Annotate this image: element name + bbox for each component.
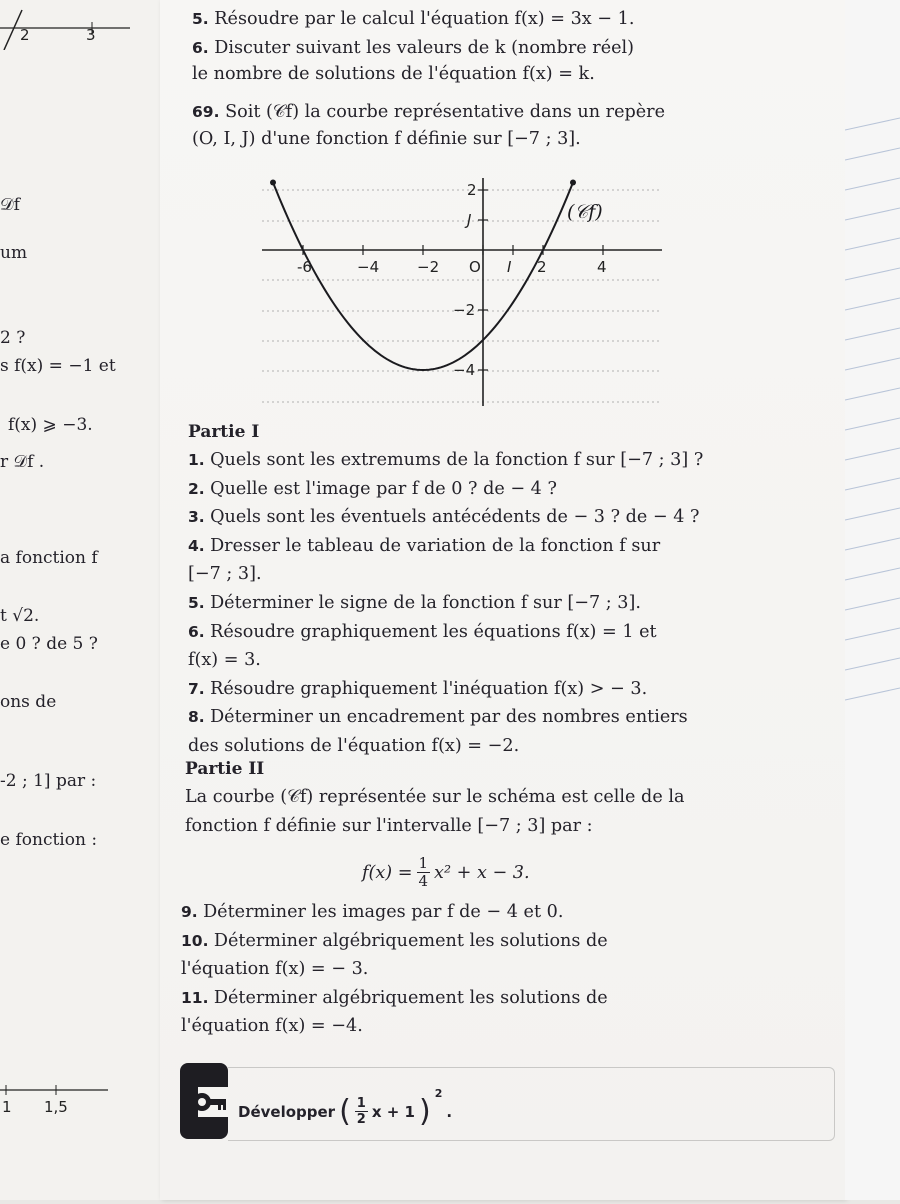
left-fragment: f(x) ⩾ −3. <box>8 415 93 435</box>
practice-rest: x + 1 <box>371 1102 415 1121</box>
question-text: l'équation f(x) = − 3. <box>181 959 369 980</box>
left-fragment: -2 ; 1] par : <box>0 771 97 791</box>
question-number: 5. <box>192 10 209 28</box>
question-number: 9. <box>181 903 204 921</box>
question-number: 5. <box>188 594 211 612</box>
question-text: Déterminer algébriquement les solutions de <box>213 987 608 1008</box>
key-icon <box>180 1063 228 1139</box>
y-tick-label: 2 <box>467 181 477 199</box>
partie-2-title: Partie II <box>185 759 265 779</box>
practice-label: Développer <box>238 1102 336 1121</box>
paren-open: ( <box>339 1093 351 1129</box>
question-text: Résoudre graphiquement les équations f(x) = 1 et <box>210 621 657 642</box>
left-fragment: e fonction : <box>0 830 98 850</box>
left-fragment: 2 ? <box>0 328 26 348</box>
intro-question <box>192 62 595 86</box>
left-page <box>0 0 160 1200</box>
practice-exponent: 2 <box>434 1087 443 1100</box>
function-graph <box>262 178 672 408</box>
curve-endpoint-left <box>270 180 276 186</box>
paren-close: ) <box>418 1093 431 1129</box>
left-fragment: um <box>0 243 28 263</box>
exercise-line: Soit (𝒞f) la courbe représentative dans un repère <box>225 102 665 122</box>
question-text: le nombre de solutions de l'équation f(x) = k. <box>192 64 595 84</box>
practice-fraction <box>355 1096 368 1127</box>
left-axis-graph <box>0 0 160 50</box>
question <box>188 705 688 729</box>
question <box>188 677 647 701</box>
formula <box>362 855 530 890</box>
y-tick-label: −4 <box>453 361 476 379</box>
question-number: 6. <box>192 39 209 57</box>
y-tick-label: −2 <box>453 301 476 319</box>
exercise-number: 69. <box>192 103 220 121</box>
ruled-lines <box>845 0 900 1200</box>
question <box>181 900 563 924</box>
exercise-line: (O, I, J) d'une fonction f définie sur [−7 ; 3]. <box>192 129 581 149</box>
question <box>181 986 608 1010</box>
question-number: 1. <box>188 451 211 469</box>
question-text: Déterminer les images par f de − 4 et 0. <box>203 902 564 922</box>
exercise-statement <box>192 100 665 124</box>
x-tick-label: −4 <box>357 258 380 276</box>
question <box>181 957 368 981</box>
question-text: Quels sont les extremums de la fonction f sur [−7 ; 3] ? <box>210 450 704 470</box>
x-tick-label: 2 <box>537 258 547 276</box>
x-tick-label: 4 <box>597 258 607 276</box>
question <box>188 477 557 501</box>
question-number: 7. <box>188 679 211 698</box>
question-text: Dresser le tableau de variation de la fonction f sur <box>210 535 661 556</box>
left-bottom-axis <box>0 1080 160 1120</box>
partie-1-title: Partie I <box>188 422 260 442</box>
question <box>188 648 261 672</box>
question-text: l'équation f(x) = −4. <box>181 1016 363 1037</box>
question-text: des solutions de l'équation f(x) = −2. <box>188 736 520 756</box>
exercise-statement <box>192 127 581 151</box>
fraction-numerator: 1 <box>418 854 429 872</box>
question-number: 6. <box>188 622 211 641</box>
left-tick-label-b: 3 <box>86 26 96 44</box>
curve-endpoint-right <box>570 180 576 186</box>
question-number: 2. <box>188 479 211 498</box>
question-text: Déterminer un encadrement par des nombres entiers <box>210 707 688 728</box>
formula-fraction <box>417 855 431 890</box>
question <box>188 534 660 558</box>
x-tick-label: I <box>507 258 512 276</box>
formula-lhs: f(x) = <box>362 862 413 883</box>
left-fragment: ons de <box>0 692 57 712</box>
question <box>188 505 699 529</box>
fraction-denominator: 2 <box>356 1112 366 1127</box>
left-fragment: e 0 ? de 5 ? <box>0 634 98 654</box>
question-number: 11. <box>181 988 214 1007</box>
practice-exercise <box>238 1087 453 1129</box>
question-text: Déterminer le signe de la fonction f sur [−7 ; 3]. <box>210 593 641 613</box>
question-text: Discuter suivant les valeurs de k (nombre réel) <box>214 38 635 58</box>
question-number: 4. <box>188 536 211 555</box>
intro-question <box>192 7 634 31</box>
question <box>188 620 657 644</box>
y-tick-label: J <box>467 211 472 229</box>
practice-end: . <box>446 1102 453 1121</box>
left-fragment: a fonction f <box>0 548 98 568</box>
left-fragment: r 𝒟f . <box>0 452 45 472</box>
formula-rhs: x² + x − 3. <box>434 862 530 883</box>
question <box>188 448 703 472</box>
left-bottom-tick-label: 1 <box>2 1098 12 1116</box>
question <box>188 734 519 758</box>
left-tick-label-a: 2 <box>20 26 30 44</box>
right-paper-edge <box>845 0 900 1200</box>
question <box>188 591 641 615</box>
question-number: 10. <box>181 931 214 950</box>
question-text: Résoudre graphiquement l'inéquation f(x) > − 3. <box>210 678 648 699</box>
question-text: Quelle est l'image par f de 0 ? de − 4 ? <box>210 478 557 499</box>
question-text: Quels sont les éventuels antécédents de − 3 ? de − 4 ? <box>210 507 700 528</box>
question-text: Déterminer algébriquement les solutions de <box>213 930 608 951</box>
curve <box>273 183 573 371</box>
question <box>181 929 608 953</box>
x-tick-label: -6 <box>297 258 312 276</box>
fraction-denominator: 4 <box>418 872 429 890</box>
question-text: f(x) = 3. <box>188 650 261 671</box>
left-fragment: s f(x) = −1 et <box>0 356 116 376</box>
question-number: 3. <box>188 508 211 527</box>
left-fragment: 𝒟f <box>0 195 20 215</box>
left-bottom-tick-label: 1,5 <box>44 1098 68 1116</box>
question-text: [−7 ; 3]. <box>188 564 262 585</box>
fraction-numerator: 1 <box>356 1096 366 1111</box>
question <box>188 562 262 586</box>
curve-label: (𝒞f) <box>567 201 603 223</box>
partie-2-intro: La courbe (𝒞f) représentée sur le schéma est celle de la <box>185 787 685 807</box>
left-fragment: t √2. <box>0 606 40 626</box>
question-text: Résoudre par le calcul l'équation f(x) = 3x − 1. <box>214 9 635 29</box>
intro-question <box>192 36 634 60</box>
question-number: 8. <box>188 708 211 727</box>
x-tick-label: −2 <box>417 258 440 276</box>
x-tick-label: O <box>469 258 481 276</box>
question <box>181 1014 363 1038</box>
partie-2-intro: fonction f définie sur l'intervalle [−7 ; 3] par : <box>185 816 593 836</box>
